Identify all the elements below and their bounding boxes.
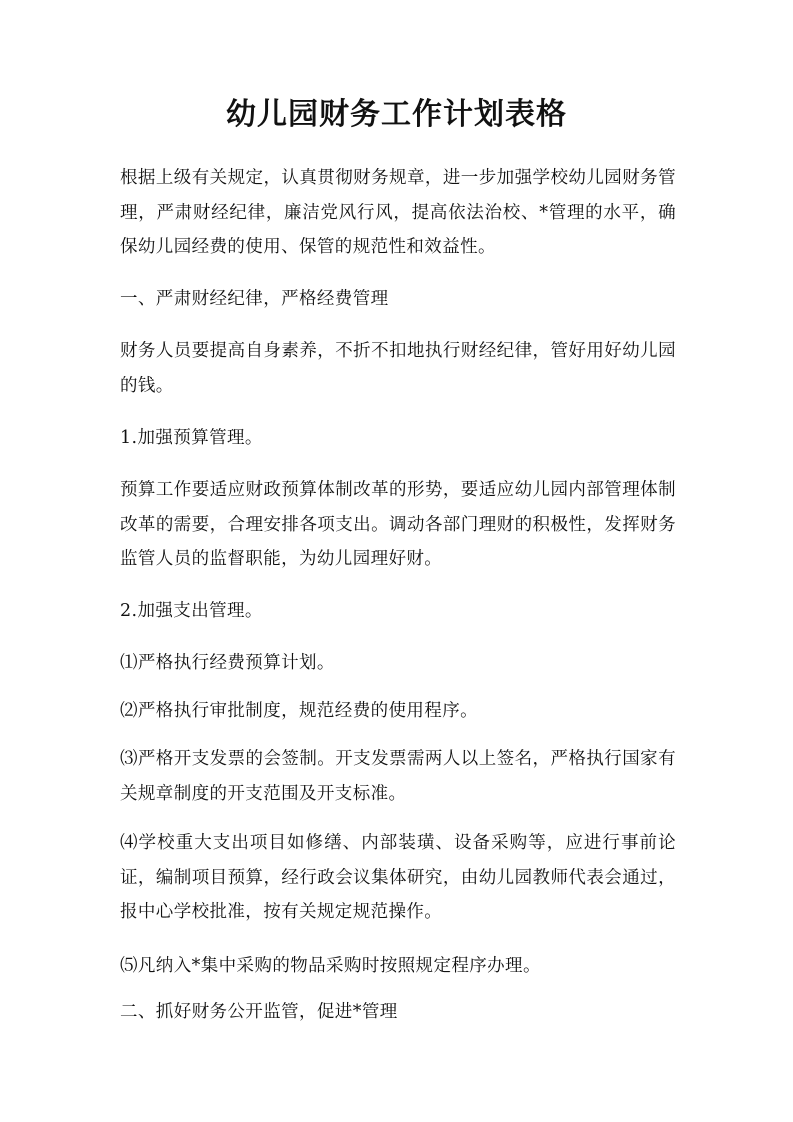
item-heading-budget: 1.加强预算管理。 — [120, 428, 263, 448]
paragraph-finance-staff: 财务人员要提高自身素养，不折不扣地执行财经纪律，管好用好幼儿园的钱。 — [120, 341, 676, 396]
paragraph-intro: 根据上级有关规定，认真贯彻财务规章，进一步加强学校幼儿园财务管理，严肃财经纪律，廉洁党风行风，提高依法治校、*管理的水平，确保幼儿园经费的使用、保管的规范性和效益性。 — [120, 168, 676, 257]
sub-item-4: ⑷学校重大支出项目如修缮、内部装璜、设备采购等，应进行事前论证，编制项目预算，经行政会议集体研究，由幼儿园教师代表会通过，报中心学校批准，按有关规定规范操作。 — [120, 833, 676, 922]
item-heading-expenditure: 2.加强支出管理。 — [120, 601, 263, 621]
sub-item-2: ⑵严格执行审批制度，规范经费的使用程序。 — [120, 701, 478, 721]
sub-item-1: ⑴严格执行经费预算计划。 — [120, 653, 335, 673]
section-heading-1: 一、严肃财经纪律，严格经费管理 — [120, 289, 389, 309]
sub-item-5: ⑸凡纳入*集中采购的物品采购时按照规定程序办理。 — [120, 956, 541, 976]
paragraph-budget: 预算工作要适应财政预算体制改革的形势，要适应幼儿园内部管理体制改革的需要，合理安排各项支出。调动各部门理财的积极性，发挥财务监管人员的监督职能，为幼儿园理好财。 — [120, 480, 676, 569]
document-title: 幼儿园财务工作计划表格 — [226, 97, 567, 132]
section-heading-2: 二、抓好财务公开监管，促进*管理 — [120, 1002, 398, 1022]
sub-item-3: ⑶严格开支发票的会签制。开支发票需两人以上签名，严格执行国家有关规章制度的开支范围及开支标准。 — [120, 749, 676, 804]
